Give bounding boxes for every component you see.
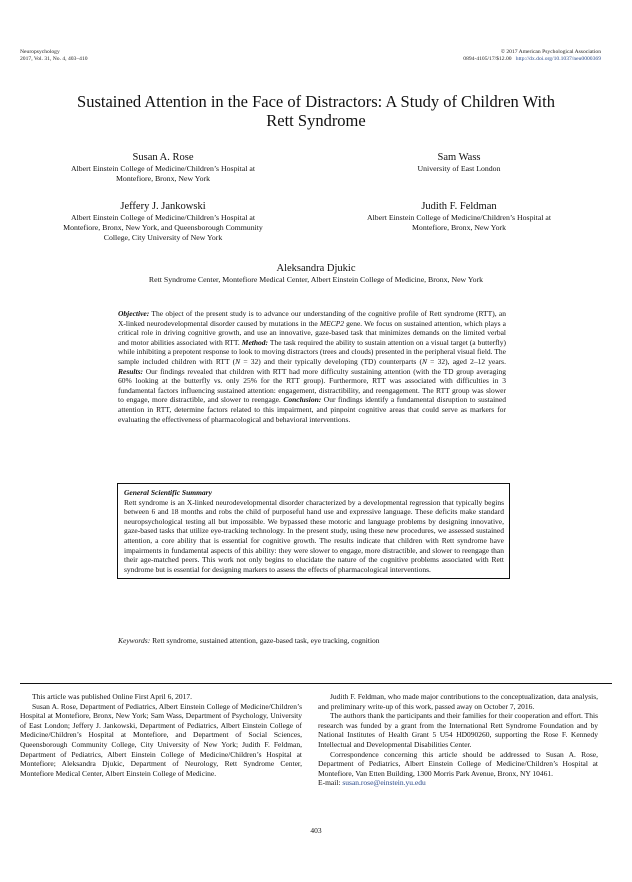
results-label: Results: — [118, 366, 144, 376]
gene-name: MECP2 — [319, 318, 345, 328]
author-rose — [20, 151, 306, 184]
sample-size-symbol: N — [235, 356, 241, 366]
title-line-2: Rett Syndrome — [266, 111, 366, 130]
author-jankowski — [20, 200, 306, 243]
footnotes-right-column — [318, 692, 598, 788]
footnote-correspondence: Correspondence concerning this article should be addressed to Susan A. Rose, Department of Pediatrics, Albert Einstein College of Medicine/Children’s Hospital at Montefiore, Van Etten Building, 1300 Morris Park Avenue, Bronx, NY 10461. — [318, 749, 598, 778]
footnote-in-memoriam: Judith F. Feldman, who made major contributions to the conceptualization, data analysis, and preliminary write-up of this work, passed away on October 7, 2016. — [318, 692, 598, 711]
keywords-label: Keywords: — [118, 636, 151, 645]
title-line-1: Sustained Attention in the Face of Distractors: A Study of Children With — [77, 92, 555, 111]
keywords — [118, 636, 380, 646]
footnote-email-line — [318, 778, 598, 788]
journal-header-left — [20, 49, 88, 63]
author-affiliation-line: Albert Einstein College of Medicine/Children’s Hospital at — [70, 213, 256, 222]
journal-name: Neuropsychology — [20, 49, 60, 55]
summary-title: General Scientific Summary — [124, 488, 212, 497]
sample-size-symbol: N — [421, 356, 427, 366]
author-affiliation-line: Albert Einstein College of Medicine/Children’s Hospital at — [366, 213, 552, 222]
page-number: 403 — [310, 826, 322, 835]
general-scientific-summary-box — [117, 483, 510, 579]
author-affiliation-line: Montefiore, Bronx, New York — [412, 223, 506, 232]
footnote-publication-date: This article was published Online First April 6, 2017. — [32, 692, 192, 701]
author-name: Aleksandra Djukic — [276, 263, 356, 274]
method-text-cont: = 32) and their typically developing (TD) counterparts ( — [240, 356, 422, 366]
footnotes-left-column — [20, 692, 302, 778]
author-affiliation-line: University of East London — [417, 164, 501, 173]
method-text: The task required the ability to sustain attention on a visual target (a butterfly) while inhibiting a prepotent response to look to moving distractors (trees and clouds) presented in the peripheral visual field. The sample included children with RTT ( — [118, 337, 506, 366]
footnote-acknowledgments: The authors thank the participants and their families for their cooperation and effort. This research was funded by a grant from the International Rett Syndrome Foundation and by National Institutes of Health Grant 5 U54 HD090260, supporting the Rose F. Kennedy Intellectual and Developmental Disabilities Center. — [318, 711, 598, 749]
footnote-author-affiliations: Susan A. Rose, Department of Pediatrics, Albert Einstein College of Medicine/Children’s Hospital at Montefiore, Bronx, New York; Sam Wass, Department of Psychology, University of East London; Jeffery J. Jankowski, Department of Pediatrics, Albert Einstein College of Medicine/Children’s Hospital at Montefiore, and Department of Social Sciences, Queensborough Community College, City University of New York; Judith F. Feldman, Department of Pediatrics, Albert Einstein College of Medicine/Children’s Hospital at Montefiore; Aleksandra Djukic, Department of Neurology, Rett Syndrome Center, Montefiore Medical Center, Albert Einstein College of Medicine. — [20, 701, 302, 778]
results-text: Our findings revealed that children with RTT had more difficulty sustaining attention (with the TD group averaging 60% looking at the butterfly vs. only 25% for the RTT group). Furthermore, RTT was associated with difficulties in 3 fundamental factors influencing sustained attention: engagement, distractibility, and reengagement. The RTT group was slower to engage, more distractible, and slower to reengage. — [118, 366, 506, 405]
author-name: Judith F. Feldman — [421, 201, 497, 212]
author-affiliation-line: College, City University of New York — [103, 233, 223, 242]
issn-doi-line — [463, 56, 601, 63]
article-title — [0, 92, 632, 130]
author-djukic — [20, 262, 612, 285]
volume-info: 2017, Vol. 31, No. 4, 403–410 — [20, 56, 88, 62]
author-affiliation-line: Montefiore, Bronx, New York, and Queensborough Community — [63, 223, 263, 232]
author-affiliation-line: Albert Einstein College of Medicine/Children’s Hospital at — [70, 164, 256, 173]
copyright-notice: © 2017 American Psychological Association — [500, 49, 601, 55]
abstract — [118, 309, 506, 424]
objective-label: Objective: — [118, 309, 150, 318]
author-name: Jeffery J. Jankowski — [120, 201, 206, 212]
issn-price: 0894-4105/17/$12.00 — [463, 56, 512, 62]
summary-text: Rett syndrome is an X-linked neurodevelopmental disorder characterized by a developmental regression that typically begins between 6 and 18 months and robs the child of purposeful hand use and expressive language. These deficits make standard neuropsychological testing all but impossible. We bypassed these motoric and language problems by designing innovative, gaze-based tasks that utilize eye-tracking technology. In the present study, using these new procedures, we assessed sustained attention, a core ability that is essential for cognitive growth. The results indicate that children with Rett syndrome have impairments in fundamental aspects of this ability: they were slower to engage, more distractible, and slower to reengage than their age-matched peers. This work not only begins to elucidate the nature of the cognitive problems associated with Rett syndrome but is essential for designing markers to assess the effects of pharmacological interventions. — [124, 497, 504, 574]
journal-header-right — [463, 49, 601, 63]
objective-text: The object of the present study is to advance our understanding of the cognitive profile of Rett syndrome (RTT), an X-linked neurodevelopmental disorder caused by mutations in the — [118, 309, 506, 328]
author-affiliation-line: Montefiore, Bronx, New York — [116, 174, 210, 183]
conclusion-text: Our findings identify a fundamental disruption to sustained attention in RTT, determine factors related to this impairment, and pinpoint cognitive areas that could serve as markers for evaluating the effectiveness of pharmacological and behavioral interventions. — [118, 395, 506, 424]
footnote-divider — [20, 683, 612, 684]
email-link[interactable]: susan.rose@einstein.yu.edu — [342, 778, 426, 788]
keywords-text: Rett syndrome, sustained attention, gaze-based task, eye tracking, cognition — [150, 636, 380, 645]
author-feldman — [316, 200, 602, 233]
method-label: Method: — [241, 337, 269, 347]
email-label: E-mail: — [318, 778, 343, 788]
conclusion-label: Conclusion: — [283, 395, 322, 405]
method-text-end: = 32), aged 2–12 years. — [426, 356, 506, 366]
author-name: Susan A. Rose — [132, 152, 194, 163]
objective-text-cont: gene. We focus on sustained attention, which plays a critical role in driving cognitive growth, and use an innovative, gaze-based task that minimizes demands on the limited verbal and motor abilities associated with RTT. — [118, 318, 507, 347]
doi-link[interactable]: http://dx.doi.org/10.1037/neu0000369 — [515, 56, 601, 62]
author-wass — [316, 151, 602, 174]
author-affiliation-line: Rett Syndrome Center, Montefiore Medical Center, Albert Einstein College of Medicine, Bronx, New York — [148, 275, 484, 284]
author-name: Sam Wass — [437, 152, 481, 163]
